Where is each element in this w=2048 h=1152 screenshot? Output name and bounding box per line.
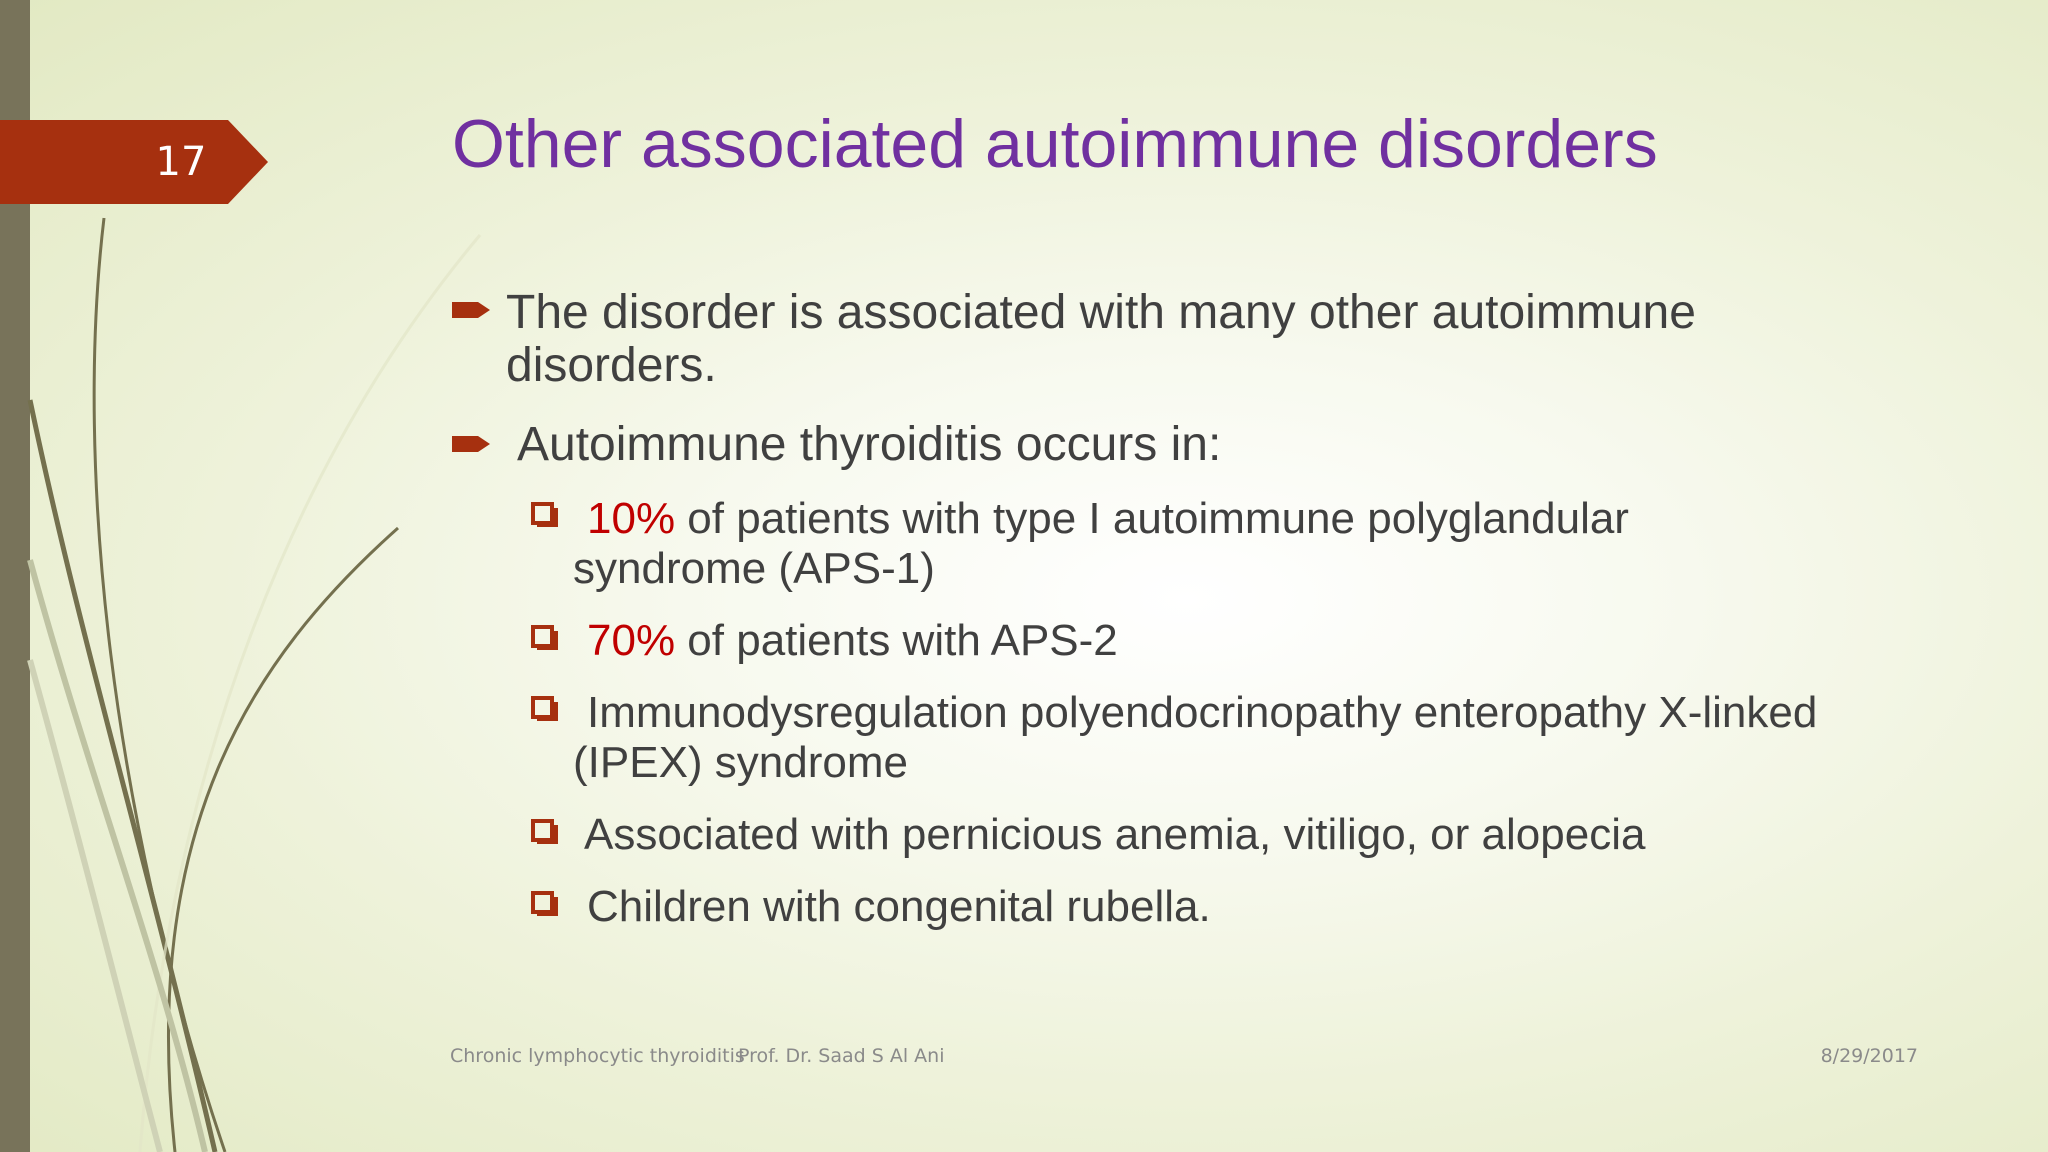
sub-bullet-item: syndrome (APS-1) bbox=[573, 544, 935, 593]
slide-number-tab bbox=[0, 120, 268, 204]
footer-course-title: Chronic lymphocytic thyroiditis bbox=[450, 1045, 745, 1067]
slide-number: 17 bbox=[155, 139, 207, 185]
square-bullet-icon bbox=[530, 890, 560, 920]
footer-author: Prof. Dr. Saad S Al Ani bbox=[738, 1045, 945, 1067]
sub-bullet-item: (IPEX) syndrome bbox=[573, 738, 908, 787]
sub-bullet-item: Children with congenital rubella. bbox=[587, 882, 1211, 931]
square-bullet-icon bbox=[530, 695, 560, 725]
bullet-line: The disorder is associated with many other autoimmune bbox=[506, 286, 1696, 339]
slide-title: Other associated autoimmune disorders bbox=[452, 106, 1658, 182]
sub-bullet-item: Immunodysregulation polyendocrinopathy enteropathy X-linked bbox=[587, 688, 1818, 737]
square-bullet-icon bbox=[530, 501, 560, 531]
arrow-bullet-icon bbox=[452, 299, 490, 321]
sub-bullet-item: Associated with pernicious anemia, vitiligo, or alopecia bbox=[584, 810, 1646, 859]
sub-bullet-item: 70% of patients with APS-2 bbox=[587, 616, 1118, 665]
square-bullet-icon bbox=[530, 624, 560, 654]
arrow-bullet-icon bbox=[452, 433, 490, 455]
sub-bullet-item: 10% of patients with type I autoimmune polyglandular bbox=[587, 494, 1629, 543]
bullet-line: disorders. bbox=[506, 339, 717, 392]
footer-date: 8/29/2017 bbox=[1820, 1045, 1918, 1067]
percent-highlight: 10% bbox=[587, 494, 676, 543]
bullet-line: Autoimmune thyroiditis occurs in: bbox=[517, 418, 1222, 471]
square-bullet-icon bbox=[530, 818, 560, 848]
percent-highlight: 70% bbox=[587, 616, 676, 665]
